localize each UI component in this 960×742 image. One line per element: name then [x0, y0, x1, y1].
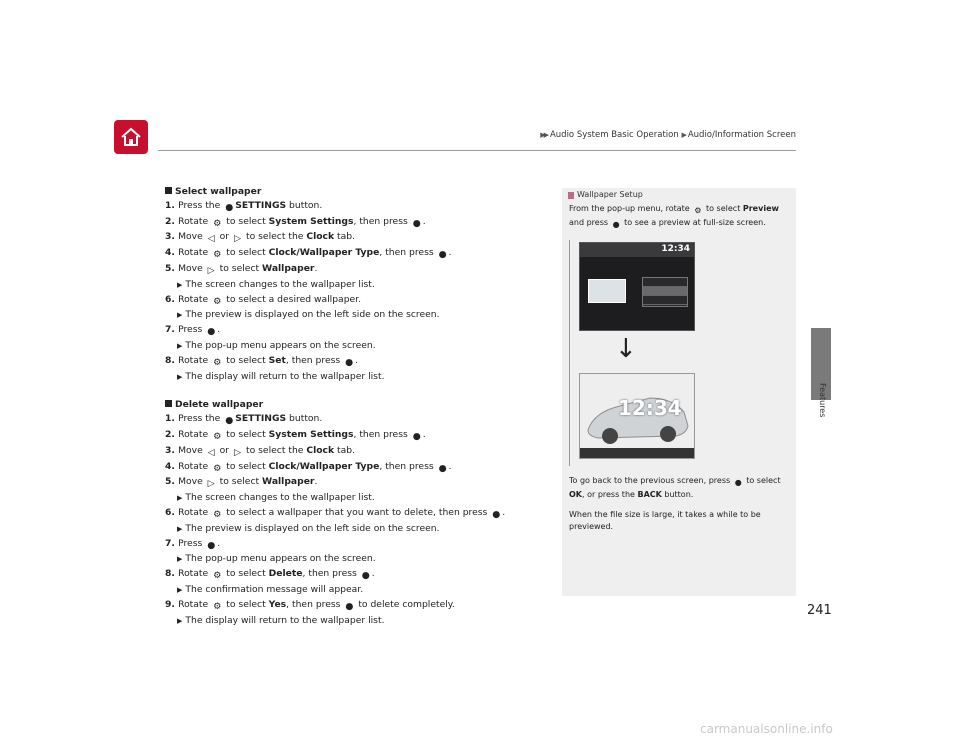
step-number: 4.: [165, 247, 179, 259]
result-arrow-icon: ▶: [177, 311, 183, 320]
wallpaper-thumbnail: [588, 279, 626, 303]
enter-button-icon: ●: [612, 220, 620, 229]
result-arrow-icon: ▶: [177, 280, 183, 289]
main-content: [165, 185, 540, 628]
step-item: 9. Rotate ⚙ to select Yes, then press ● to delete completely.: [165, 598, 455, 612]
result-arrow-icon: ▶: [177, 494, 183, 503]
step-keyword: Yes: [268, 598, 287, 610]
move-right-icon: ▷: [207, 264, 215, 276]
step-keyword: SETTINGS: [235, 199, 287, 211]
step-keyword: Wallpaper: [262, 262, 315, 274]
enter-button-icon: ●: [438, 462, 447, 474]
step-item: 8. Rotate ⚙ to select Set, then press ● .: [165, 354, 359, 368]
step-item: 4. Rotate ⚙ to select Clock/Wallpaper Type, then press ● .: [165, 460, 452, 474]
step-item: 8. Rotate ⚙ to select Delete, then press ● .: [165, 568, 375, 582]
step-result: ▶ The pop-up menu appears on the screen.: [177, 339, 376, 351]
select-steps-list: [165, 199, 540, 385]
delete-steps-list: [165, 412, 540, 628]
step-item: 6. Rotate ⚙ to select a wallpaper that you want to delete, then press ● .: [165, 506, 506, 520]
step-result: ▶ The confirmation message will appear.: [177, 583, 364, 595]
step-number: 4.: [165, 460, 179, 472]
step-number: 5.: [165, 476, 179, 488]
move-left-icon: ◁: [207, 233, 215, 245]
step-result: ▶ The pop-up menu appears on the screen.: [177, 553, 376, 565]
step-item: 3. Move ◁ or ▷ to select the Clock tab.: [165, 231, 356, 245]
note-filesize: When the file size is large, it takes a while to be previewed.: [569, 510, 761, 531]
down-arrow-icon: ↓: [615, 334, 637, 364]
step-result: ▶ The preview is displayed on the left side on the screen.: [177, 522, 440, 534]
dial-knob-icon: ⚙: [213, 570, 222, 582]
step-item: 1. Press the ● SETTINGS button.: [165, 413, 323, 427]
step-result: ▶ The display will return to the wallpaper list.: [177, 614, 385, 626]
watermark: carmanualsonline.info: [700, 722, 833, 736]
step-item: 2. Rotate ⚙ to select System Settings, then press ● .: [165, 215, 426, 229]
popup-menu: [642, 277, 688, 307]
dial-knob-icon: ⚙: [213, 249, 222, 261]
step-keyword: SETTINGS: [235, 413, 287, 425]
step-keyword: Set: [268, 354, 286, 366]
result-arrow-icon: ▶: [177, 555, 183, 564]
enter-button-icon: ●: [345, 600, 354, 612]
enter-button-icon: ●: [492, 508, 501, 520]
screen-clock: 12:34: [661, 244, 690, 254]
home-button[interactable]: [114, 120, 148, 154]
step-item: 3. Move ◁ or ▷ to select the Clock tab.: [165, 444, 356, 458]
dial-knob-icon: ⚙: [213, 217, 222, 229]
dial-knob-icon: ⚙: [694, 206, 702, 215]
note-marker-icon: [568, 192, 574, 199]
step-number: 6.: [165, 293, 179, 305]
dial-knob-icon: ⚙: [213, 462, 222, 474]
step-number: 2.: [165, 215, 179, 227]
step-item: 6. Rotate ⚙ to select a desired wallpaper.: [165, 293, 362, 307]
step-keyword: Wallpaper: [262, 476, 315, 488]
step-keyword: Clock/Wallpaper Type: [268, 247, 380, 259]
dial-knob-icon: ⚙: [213, 508, 222, 520]
step-keyword: Clock: [306, 444, 335, 456]
step-result: ▶ The screen changes to the wallpaper list.: [177, 492, 375, 504]
result-arrow-icon: ▶: [177, 585, 183, 594]
step-item: 1. Press the ● SETTINGS button.: [165, 199, 323, 213]
step-result: ▶ The display will return to the wallpaper list.: [177, 370, 385, 382]
enter-button-icon: ●: [225, 201, 234, 213]
result-arrow-icon: ▶: [177, 341, 183, 350]
breadcrumb-link-1[interactable]: Audio System Basic Operation: [549, 130, 679, 140]
step-number: 6.: [165, 506, 179, 518]
step-item: 2. Rotate ⚙ to select System Settings, then press ● .: [165, 428, 426, 442]
step-number: 9.: [165, 598, 179, 610]
step-number: 1.: [165, 199, 179, 211]
section-title-select: Select wallpaper: [165, 185, 540, 199]
enter-button-icon: ●: [361, 570, 370, 582]
step-result: ▶ The screen changes to the wallpaper list.: [177, 278, 375, 290]
step-item: 7. Press ● .: [165, 324, 221, 338]
dial-knob-icon: ⚙: [213, 295, 222, 307]
step-keyword: Clock/Wallpaper Type: [268, 460, 380, 472]
move-right-icon: ▷: [207, 478, 215, 490]
result-arrow-icon: ▶: [177, 524, 183, 533]
section-title-delete: Delete wallpaper: [165, 398, 540, 412]
step-item: 5. Move ▷ to select Wallpaper.: [165, 262, 318, 276]
home-icon: [120, 127, 142, 147]
preview-clock: 12:34: [618, 396, 682, 420]
header-divider: [158, 150, 796, 151]
dial-knob-icon: ⚙: [213, 356, 222, 368]
breadcrumb-link-2[interactable]: Audio/Information Screen: [687, 130, 796, 140]
step-keyword: System Settings: [268, 428, 354, 440]
step-number: 8.: [165, 568, 179, 580]
enter-button-icon: ●: [412, 217, 421, 229]
step-number: 3.: [165, 444, 179, 456]
note-intro: From the pop-up menu, rotate ⚙ to select Preview and press ● to see a preview at full-size screen.: [569, 204, 779, 229]
step-item: 5. Move ▷ to select Wallpaper.: [165, 476, 318, 490]
step-number: 7.: [165, 324, 179, 336]
step-keyword: Delete: [268, 568, 303, 580]
result-arrow-icon: ▶: [177, 372, 183, 381]
enter-button-icon: ●: [207, 539, 216, 551]
step-number: 5.: [165, 262, 179, 274]
breadcrumb-arrow-icon: ▶: [681, 131, 685, 139]
enter-button-icon: ●: [438, 249, 447, 261]
note-divider: [569, 240, 570, 466]
step-number: 8.: [165, 354, 179, 366]
step-keyword: Clock: [306, 231, 335, 243]
wallpaper-list-screenshot: [579, 242, 695, 331]
step-result: ▶ The preview is displayed on the left side on the screen.: [177, 309, 440, 321]
dial-knob-icon: ⚙: [213, 430, 222, 442]
dial-knob-icon: ⚙: [213, 600, 222, 612]
move-right-icon: ▷: [233, 233, 242, 245]
step-number: 3.: [165, 231, 179, 243]
step-number: 2.: [165, 428, 179, 440]
step-item: 7. Press ● .: [165, 537, 221, 551]
move-right-icon: ▷: [233, 446, 242, 458]
note-back: To go back to the previous screen, press ● to select OK, or press the BACK button.: [569, 476, 781, 499]
enter-button-icon: ●: [207, 326, 216, 338]
wallpaper-preview-screenshot: [579, 373, 695, 459]
step-keyword: System Settings: [268, 215, 354, 227]
note-heading: Wallpaper Setup: [562, 188, 796, 202]
result-arrow-icon: ▶: [177, 616, 183, 625]
breadcrumb-arrow-icon: ▶▶: [540, 131, 547, 139]
page-number: 241: [807, 603, 832, 618]
move-left-icon: ◁: [207, 446, 215, 458]
enter-button-icon: ●: [412, 430, 421, 442]
note-lower: [569, 475, 791, 541]
enter-button-icon: ●: [734, 478, 742, 487]
breadcrumb: [540, 130, 796, 140]
step-number: 1.: [165, 413, 179, 425]
enter-button-icon: ●: [345, 356, 354, 368]
step-number: 7.: [165, 537, 179, 549]
enter-button-icon: ●: [225, 415, 234, 427]
section-side-label: Features: [818, 383, 827, 418]
step-item: 4. Rotate ⚙ to select Clock/Wallpaper Type, then press ● .: [165, 247, 452, 261]
